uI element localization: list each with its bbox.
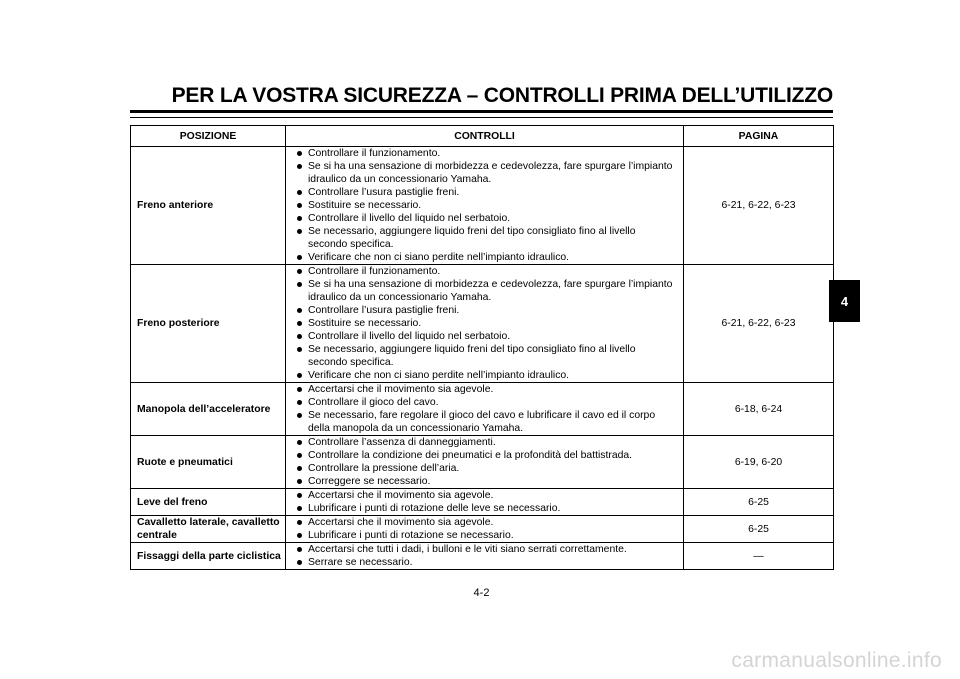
check-text: Se necessario, fare regolare il gioco del cavo e lubrificare il cavo ed il corpo della manopola da un concessionario Yamaha. [308, 410, 656, 434]
bullet-icon [297, 493, 302, 498]
bullet-icon [297, 269, 302, 274]
position-cell: Freno posteriore [131, 265, 286, 383]
check-item [296, 369, 677, 382]
check-text: Se si ha una sensazione di morbidezza e cedevolezza, fare spurgare l’impianto idraulico da un concessionario Yamaha. [308, 279, 673, 303]
check-item [296, 516, 677, 529]
bullet-icon [297, 151, 302, 156]
check-text: Controllare l’usura pastiglie freni. [308, 187, 460, 198]
bullet-icon [297, 255, 302, 260]
bullet-icon [297, 334, 302, 339]
table-row [131, 543, 834, 570]
position-cell: Cavalletto laterale, cavalletto centrale [131, 516, 286, 543]
check-text: Controllare il livello del liquido nel serbatoio. [308, 213, 511, 224]
title-rule-thick [130, 110, 833, 113]
position-cell: Fissaggi della parte ciclistica [131, 543, 286, 570]
check-item [296, 383, 677, 396]
bullet-icon [297, 413, 302, 418]
checks-list [296, 383, 677, 435]
check-text: Accertarsi che il movimento sia agevole. [308, 384, 494, 395]
bullet-icon [297, 440, 302, 445]
bullet-icon [297, 479, 302, 484]
check-text: Controllare la pressione dell’aria. [308, 463, 460, 474]
table-row [131, 489, 834, 516]
bullet-icon [297, 520, 302, 525]
table-row [131, 436, 834, 489]
page-title: PER LA VOSTRA SICUREZZA – CONTROLLI PRIMA DELL’UTILIZZO [171, 84, 833, 107]
check-item [296, 278, 677, 304]
check-text: Controllare il funzionamento. [308, 148, 441, 159]
table-row [131, 265, 834, 383]
check-text: Controllare il gioco del cavo. [308, 397, 439, 408]
table-row [131, 516, 834, 543]
check-item [296, 317, 677, 330]
check-text: Se si ha una sensazione di morbidezza e cedevolezza, fare spurgare l’impianto idraulico da un concessionario Yamaha. [308, 161, 673, 185]
check-item [296, 556, 677, 569]
table-body [131, 147, 834, 570]
check-text: Controllare l’usura pastiglie freni. [308, 305, 460, 316]
check-text: Verificare che non ci siano perdite nell’impianto idraulico. [308, 370, 570, 381]
checks-cell [286, 265, 684, 383]
checks-cell [286, 147, 684, 265]
check-item [296, 251, 677, 264]
page-ref-cell: 6-25 [684, 489, 834, 516]
page-ref-cell: 6-19, 6-20 [684, 436, 834, 489]
check-item [296, 212, 677, 225]
check-item [296, 502, 677, 515]
check-text: Controllare il funzionamento. [308, 266, 441, 277]
check-text: Verificare che non ci siano perdite nell’impianto idraulico. [308, 252, 570, 263]
watermark: carmanualsonline.info [731, 649, 942, 672]
column-header-page: PAGINA [684, 126, 834, 147]
check-text: Accertarsi che tutti i dadi, i bulloni e le viti siano serrati correttamente. [308, 544, 627, 555]
bullet-icon [297, 216, 302, 221]
checks-list [296, 147, 677, 264]
page-ref-cell: 6-21, 6-22, 6-23 [684, 147, 834, 265]
bullet-icon [297, 453, 302, 458]
checks-list [296, 543, 677, 569]
check-item [296, 436, 677, 449]
section-tab: 4 [829, 280, 860, 322]
bullet-icon [297, 506, 302, 511]
check-item [296, 199, 677, 212]
check-item [296, 449, 677, 462]
check-text: Accertarsi che il movimento sia agevole. [308, 517, 494, 528]
page-ref-cell: 6-18, 6-24 [684, 383, 834, 436]
check-item [296, 186, 677, 199]
column-header-position: POSIZIONE [131, 126, 286, 147]
checks-cell [286, 543, 684, 570]
bullet-icon [297, 282, 302, 287]
check-text: Se necessario, aggiungere liquido freni del tipo consigliato fino al livello secondo specifica. [308, 226, 636, 250]
page-number: 4-2 [473, 587, 490, 599]
table-header-row [131, 126, 834, 147]
check-text: Lubrificare i punti di rotazione delle leve se necessario. [308, 503, 561, 514]
check-item [296, 475, 677, 488]
position-cell: Manopola dell’acceleratore [131, 383, 286, 436]
checks-list [296, 265, 677, 382]
checks-cell [286, 436, 684, 489]
table-row [131, 147, 834, 265]
checks-list [296, 436, 677, 488]
bullet-icon [297, 164, 302, 169]
check-item [296, 147, 677, 160]
check-item [296, 396, 677, 409]
check-item [296, 529, 677, 542]
pre-operation-checks-table [130, 125, 834, 570]
checks-list [296, 516, 677, 542]
bullet-icon [297, 229, 302, 234]
check-text: Sostituire se necessario. [308, 318, 422, 329]
checks-cell [286, 489, 684, 516]
check-text: Serrare se necessario. [308, 557, 413, 568]
position-cell: Leve del freno [131, 489, 286, 516]
page-ref-cell: 6-21, 6-22, 6-23 [684, 265, 834, 383]
bullet-icon [297, 373, 302, 378]
position-cell: Ruote e pneumatici [131, 436, 286, 489]
check-text: Controllare l’assenza di danneggiamenti. [308, 437, 496, 448]
bullet-icon [297, 533, 302, 538]
check-text: Accertarsi che il movimento sia agevole. [308, 490, 494, 501]
bullet-icon [297, 400, 302, 405]
check-item [296, 409, 677, 435]
table-row [131, 383, 834, 436]
check-item [296, 543, 677, 556]
checks-cell [286, 516, 684, 543]
bullet-icon [297, 547, 302, 552]
check-item [296, 462, 677, 475]
check-item [296, 265, 677, 278]
bullet-icon [297, 347, 302, 352]
bullet-icon [297, 190, 302, 195]
page-ref-cell: 6-25 [684, 516, 834, 543]
bullet-icon [297, 308, 302, 313]
check-item [296, 225, 677, 251]
check-text: Sostituire se necessario. [308, 200, 422, 211]
position-cell: Freno anteriore [131, 147, 286, 265]
check-item [296, 489, 677, 502]
checks-list [296, 489, 677, 515]
bullet-icon [297, 321, 302, 326]
check-text: Correggere se necessario. [308, 476, 431, 487]
bullet-icon [297, 387, 302, 392]
bullet-icon [297, 466, 302, 471]
bullet-icon [297, 203, 302, 208]
check-item [296, 304, 677, 317]
checks-cell [286, 383, 684, 436]
check-item [296, 343, 677, 369]
page-ref-cell: — [684, 543, 834, 570]
check-text: Lubrificare i punti di rotazione se necessario. [308, 530, 514, 541]
column-header-checks: CONTROLLI [286, 126, 684, 147]
check-text: Controllare la condizione dei pneumatici e la profondità del battistrada. [308, 450, 633, 461]
bullet-icon [297, 560, 302, 565]
check-text: Se necessario, aggiungere liquido freni del tipo consigliato fino al livello secondo specifica. [308, 344, 636, 368]
title-rule-thin [130, 117, 833, 118]
check-item [296, 330, 677, 343]
check-item [296, 160, 677, 186]
check-text: Controllare il livello del liquido nel serbatoio. [308, 331, 511, 342]
